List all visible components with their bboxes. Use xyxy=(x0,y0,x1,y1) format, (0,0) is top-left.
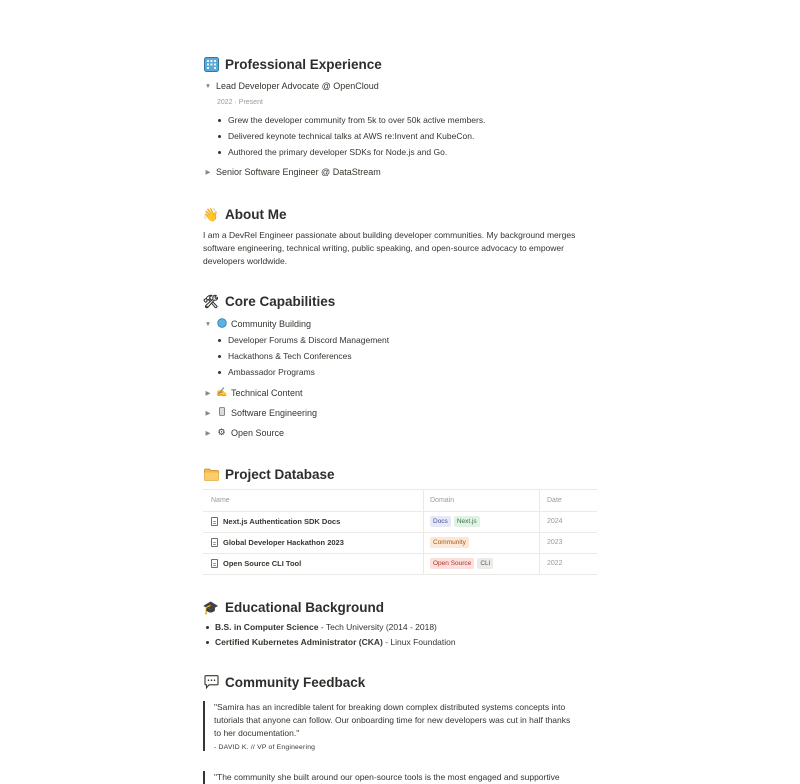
project-domain-cell xyxy=(430,553,496,574)
project-domain-cell xyxy=(430,511,483,532)
toggle-job-datastream[interactable] xyxy=(204,167,381,177)
capabilities-heading-text: Core Capabilities xyxy=(225,293,336,309)
project-name-cell[interactable] xyxy=(211,553,301,574)
mobile-phone-icon xyxy=(216,407,227,418)
table-row[interactable] xyxy=(203,553,597,575)
job-title: Lead Developer Advocate @ OpenCloud xyxy=(216,81,379,91)
degree-detail: - Linux Foundation xyxy=(382,637,456,647)
capability-label: Community Building xyxy=(231,319,312,329)
quote-line: "The community she built around our open-source tools is the most engaged and supportive xyxy=(214,772,560,782)
about-heading-text: About Me xyxy=(225,206,287,222)
project-name: Global Developer Hackathon 2023 xyxy=(223,538,344,547)
domain-tag: CLI xyxy=(477,558,493,569)
degree-name: Certified Kubernetes Administrator (CKA) xyxy=(215,637,383,647)
tools-icon: 🛠 xyxy=(202,293,220,309)
testimonial-quote xyxy=(203,701,604,751)
projects-heading xyxy=(203,466,335,482)
list-item-text: Hackathons & Tech Conferences xyxy=(228,351,352,361)
about-line: I am a DevRel Engineer passionate about building developer communities. My background merges xyxy=(203,230,576,240)
graduation-cap-icon: 🎓 xyxy=(202,599,220,615)
capability-label: Software Engineering xyxy=(231,407,318,418)
column-header-domain[interactable]: Domain xyxy=(430,497,455,504)
degree-name: B.S. in Computer Science xyxy=(215,622,319,632)
education-item xyxy=(206,637,456,647)
education-heading xyxy=(203,599,384,615)
project-name-cell[interactable] xyxy=(211,532,344,553)
project-name-cell[interactable] xyxy=(211,511,340,532)
quote-line: tutorials that anyone can follow. Our onboarding time for new developers was cut in half thanks xyxy=(214,715,571,725)
degree-detail: - Tech University (2014 - 2018) xyxy=(318,622,437,632)
experience-heading-text: Professional Experience xyxy=(225,56,382,72)
list-item xyxy=(218,335,389,345)
list-item xyxy=(218,147,447,157)
globe-icon xyxy=(216,318,227,330)
project-table xyxy=(203,489,597,575)
list-item-text: Authored the primary developer SDKs for Node.js and Go. xyxy=(228,147,448,157)
table-header-row xyxy=(203,490,597,512)
project-domain-cell xyxy=(430,532,472,553)
building-icon xyxy=(203,56,219,72)
education-heading-text: Educational Background xyxy=(225,599,385,615)
speech-bubble-icon xyxy=(203,674,219,690)
project-name: Next.js Authentication SDK Docs xyxy=(223,517,341,526)
waving-hand-icon: 👋 xyxy=(202,206,220,222)
quote-author: - DAVID K. // VP of Engineering xyxy=(214,744,316,751)
quote-line: "Samira has an incredible talent for breaking down complex distributed systems concepts into xyxy=(214,702,566,712)
toggle-open-icon: ▼ xyxy=(204,82,212,90)
capability-label: Technical Content xyxy=(231,387,303,398)
gear-icon: ⚙ xyxy=(217,427,226,437)
toggle-open-source[interactable] xyxy=(204,427,284,438)
list-item xyxy=(218,351,352,361)
about-heading xyxy=(203,206,287,222)
list-item xyxy=(218,131,474,141)
toggle-job-opencloud[interactable] xyxy=(204,81,379,91)
quote-text xyxy=(214,701,604,740)
toggle-closed-icon: ▶ xyxy=(205,429,211,437)
toggle-software-engineering[interactable] xyxy=(204,407,317,418)
job-title: Senior Software Engineer @ DataStream xyxy=(216,167,381,177)
capabilities-heading xyxy=(203,293,335,309)
column-header-name[interactable]: Name xyxy=(211,497,230,504)
list-item xyxy=(218,115,485,125)
quote-line: to her documentation." xyxy=(214,728,300,738)
job-dates: 2022 · Present xyxy=(217,99,263,106)
table-row[interactable] xyxy=(203,532,597,554)
about-line: software engineering, technical writing, public speaking, and open-source advocacy to empower xyxy=(203,243,564,253)
toggle-community-building[interactable] xyxy=(204,318,311,330)
project-name: Open Source CLI Tool xyxy=(223,559,302,568)
domain-tag: Community xyxy=(430,537,469,548)
domain-tag: Next.js xyxy=(454,516,480,527)
toggle-open-icon: ▼ xyxy=(204,320,212,328)
domain-tag: Open Source xyxy=(430,558,474,569)
toggle-closed-icon: ▶ xyxy=(205,409,211,417)
project-date: 2022 xyxy=(547,560,563,567)
column-header-date[interactable]: Date xyxy=(547,497,562,504)
page-icon xyxy=(211,517,218,526)
projects-heading-text: Project Database xyxy=(225,466,335,482)
experience-heading xyxy=(203,56,382,72)
list-item-text: Delivered keynote technical talks at AWS re:Invent and KubeCon. xyxy=(228,131,475,141)
page-icon xyxy=(211,538,218,547)
about-line: developers worldwide. xyxy=(203,256,288,266)
domain-tag: Docs xyxy=(430,516,451,527)
project-date: 2023 xyxy=(547,539,563,546)
list-item xyxy=(218,367,315,377)
folder-icon xyxy=(203,466,219,482)
page-icon xyxy=(211,559,218,568)
project-date: 2024 xyxy=(547,518,563,525)
toggle-technical-content[interactable] xyxy=(204,387,303,398)
list-item-text: Ambassador Programs xyxy=(228,367,315,377)
toggle-closed-icon: ▶ xyxy=(205,169,211,176)
list-item-text: Developer Forums & Discord Management xyxy=(228,335,390,345)
capability-label: Open Source xyxy=(231,427,285,438)
about-paragraph xyxy=(203,229,598,268)
toggle-closed-icon: ▶ xyxy=(205,389,211,397)
feedback-heading-text: Community Feedback xyxy=(225,674,366,690)
education-item xyxy=(206,622,437,632)
list-item-text: Grew the developer community from 5k to over 50k active members. xyxy=(228,115,486,125)
feedback-heading xyxy=(203,674,365,690)
table-row[interactable] xyxy=(203,511,597,533)
writing-hand-icon: ✍ xyxy=(216,387,228,397)
